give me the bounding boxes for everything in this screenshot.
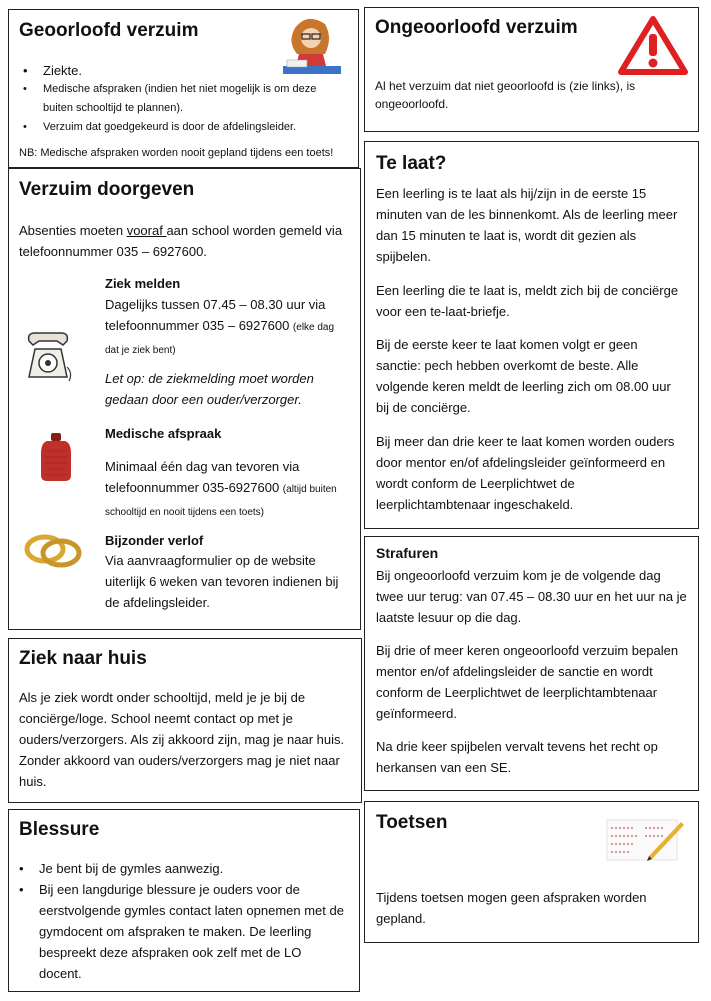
- blessure-title: Blessure: [19, 819, 100, 840]
- ongeoorloofd-title: Ongeoorloofd verzuim: [375, 17, 578, 38]
- toetsen-box: [364, 801, 699, 943]
- hot-water-bottle-icon: [39, 431, 73, 488]
- strafuren-p3: Na drie keer spijbelen vervalt tevens het recht op herkansen van een SE.: [376, 739, 658, 775]
- toetsen-title: Toetsen: [376, 812, 448, 833]
- strafuren-title: Strafuren: [376, 545, 439, 561]
- strafuren-p1: Bij ongeoorloofd verzuim kom je de volgende dag twee uur terug: van 07.45 – 08.30 uur en het uur na je laatste lesuur op die dag.: [376, 568, 687, 625]
- toetsen-text: Tijdens toetsen mogen geen afspraken worden gepland.: [376, 890, 647, 926]
- ongeoorloofd-box: [364, 7, 699, 132]
- te-laat-p1: Een leerling is te laat als hij/zijn in de eerste 15 minuten van de les binnenkomt. Als de leerling meer dan 15 minuten te laat is, wordt dit gezien als spijbelen.: [376, 186, 678, 264]
- te-laat-box: [364, 141, 699, 529]
- list-item: • Verzuim dat goedgekeurd is door de afdelingsleider.: [17, 118, 347, 137]
- geoorloofd-note: NB: Medische afspraken worden nooit gepland tijdens een toets!: [19, 147, 334, 159]
- list-item: • Medische afspraken (indien het niet mogelijk is om deze buiten schooltijd te plannen).: [17, 80, 347, 118]
- list-item: • Ziekte.: [17, 61, 347, 80]
- strafuren-box: [364, 536, 699, 791]
- warning-sign-icon: [617, 14, 689, 81]
- test-paper-icon: [605, 816, 685, 867]
- te-laat-title: Te laat?: [376, 153, 447, 174]
- ziek-naar-huis-title: Ziek naar huis: [19, 648, 147, 669]
- ongeoorloofd-text: Al het verzuim dat niet geoorloofd is (zie links), is ongeoorloofd.: [375, 79, 636, 111]
- doorgeven-box: [8, 168, 361, 630]
- ziek-naar-huis-box: [8, 638, 362, 803]
- blessure-list: [13, 858, 345, 984]
- bijzonder-verlof-text: Via aanvraagformulier op de website uiterlijk 6 weken van tevoren indienen bij de afdelingsleider.: [105, 553, 339, 610]
- strafuren-p2: Bij drie of meer keren ongeoorloofd verzuim bepalen mentor en/of afdelingsleider de sanctie en wordt conform de Leerplichtwet de leerplichtambtenaar geïnformeerd.: [376, 643, 679, 721]
- list-item: • Bij een langdurige blessure je ouders voor de eerstvolgende gymles contact laten opnemen met de gymdocent om afspraken te maken. De leerling bespreekt deze afspraken ook zelf met de LO docent.: [13, 879, 345, 984]
- medische-afspraak-title: Medische afspraak: [105, 426, 222, 441]
- ziek-melden-title: Ziek melden: [105, 276, 181, 291]
- geoorloofd-list: [17, 61, 347, 137]
- medische-afspraak-text: Minimaal één dag van tevoren via telefoonnummer 035-6927600 (altijd buiten schooltijd en nooit tijdens een toets): [105, 459, 337, 518]
- list-item: • Je bent bij de gymles aanwezig.: [13, 858, 345, 879]
- ziek-naar-huis-text: Als je ziek wordt onder schooltijd, meld je je bij de conciërge/loge. School neemt contact op met je ouders/verzorgers. Als zij akkoord zijn, mag je naar huis. Zonder akkoord van ouders/verzorgers mag je niet naar huis.: [19, 690, 345, 789]
- te-laat-p3: Bij de eerste keer te laat komen volgt er geen sanctie: pech hebben overkomt de beste. Alle volgende keren meldt de leerling zich om 08.00 uur bij de conciërge.: [376, 337, 671, 415]
- ziek-melden-note: Let op: de ziekmelding moet worden gedaan door een ouder/verzorger.: [105, 371, 314, 407]
- te-laat-p4: Bij meer dan drie keer te laat komen worden ouders door mentor en/of afdelingsleider geïnformeerd en wordt conform de Leerplichtwet de leerplichtambtenaar ingeschakeld.: [376, 434, 675, 512]
- doorgeven-title: Verzuim doorgeven: [19, 179, 195, 200]
- blessure-box: [8, 809, 360, 992]
- geoorloofd-title: Geoorloofd verzuim: [19, 20, 199, 41]
- geoorloofd-box: [8, 9, 359, 168]
- wedding-rings-icon: [23, 529, 83, 574]
- ziek-melden-text: Dagelijks tussen 07.45 – 08.30 uur via telefoonnummer 035 – 6927600 (elke dag dat je ziek bent): [105, 297, 335, 356]
- te-laat-p2: Een leerling die te laat is, meldt zich bij de conciërge voor een te-laat-briefje.: [376, 283, 679, 319]
- doorgeven-intro: Absenties moeten vooraf aan school worden gemeld via telefoonnummer 035 – 6927600.: [19, 223, 343, 259]
- telephone-icon: [23, 327, 73, 388]
- bijzonder-verlof-title: Bijzonder verlof: [105, 533, 204, 548]
